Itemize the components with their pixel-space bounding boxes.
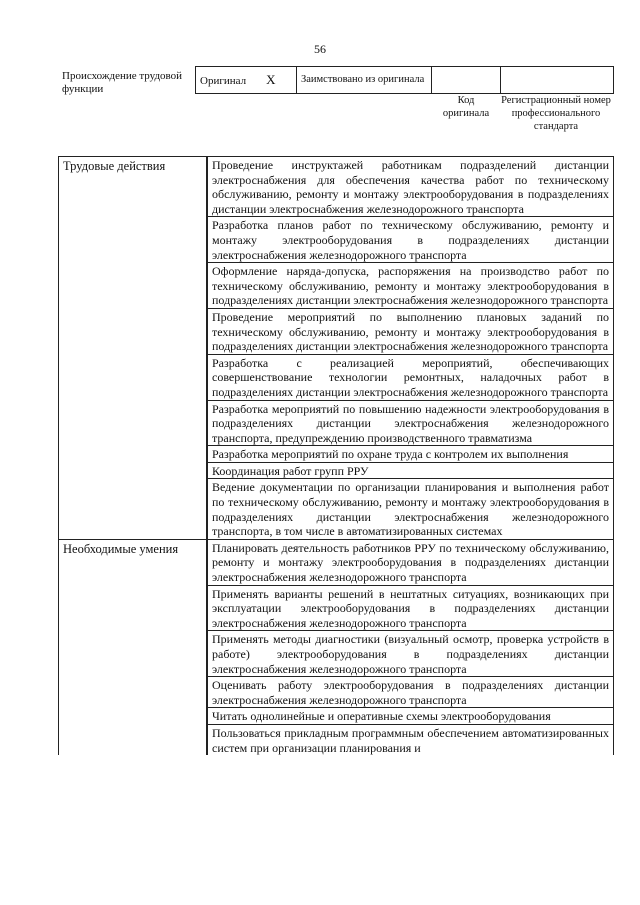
section-items: [207, 539, 614, 755]
list-item: Оценивать работу электрооборудования в подразделениях дистанции электроснабжения железнодорожного транспорта: [207, 677, 613, 708]
list-item: Читать однолинейные и оперативные схемы электрооборудования: [207, 708, 613, 725]
section-items: [207, 157, 614, 540]
list-item: Планировать деятельность работников РРУ по техническому обслуживанию, ремонту и монтажу электрооборудования в подразделениях дистанции электроснабжения железнодорожного транспорта: [207, 540, 613, 586]
list-item: Разработка с реализацией мероприятий, обеспечивающих совершенствование технологии ремонтных, наладочных работ в подразделениях дистанции электроснабжения железнодорожного транспорта: [207, 355, 613, 401]
original-mark: X: [266, 72, 276, 87]
section-row: [59, 539, 614, 755]
reg-number-cell: [501, 67, 614, 94]
list-item: Применять методы диагностики (визуальный осмотр, проверка устройств в работе) электрооборудования в подразделениях дистанции электроснабжения железнодорожного транспорта: [207, 631, 613, 677]
list-item: Разработка планов работ по техническому обслуживанию, ремонту и монтажу электрооборудования в подразделениях дистанции электроснабжения железнодорожного транспорта: [207, 217, 613, 263]
list-item: Применять варианты решений в нештатных ситуациях, возникающих при эксплуатации электрооборудования в подразделениях дистанции электроснабжения железнодорожного транспорта: [207, 586, 613, 632]
origin-table: [195, 66, 614, 94]
code-caption: Код оригинала: [442, 95, 490, 119]
list-item: Разработка мероприятий по охране труда с контролем их выполнения: [207, 446, 613, 463]
functions-table: [58, 156, 614, 755]
list-item: Оформление наряда-допуска, распоряжения на производство работ по техническому обслуживанию, ремонту и монтажу электрооборудования в подразделениях дистанции электроснабжения железнодорожного транспорта: [207, 263, 613, 309]
list-item: Ведение документации по организации планирования и выполнения работ по техническому обслуживанию, ремонту и монтажу электрооборудования в подразделениях дистанции электроснабжения железнодорожного транспорта, в том числе в автоматизированных системах: [207, 479, 613, 538]
list-item: Разработка мероприятий по повышению надежности электрооборудования в подразделениях дистанции электроснабжения железнодорожного транспорта, предупреждению производственного травматизма: [207, 401, 613, 447]
borrowed-label: Заимствовано из оригинала: [297, 67, 432, 94]
section-row: [59, 157, 614, 540]
reg-number-caption: Регистрационный номер профессионального стандарта: [501, 95, 611, 132]
list-item: Проведение инструктажей работникам подразделений дистанции электроснабжения для обеспечения качества работ по техническому обслуживанию, ремонту и монтажу электрооборудования в подразделениях дистанции электроснабжения железнодорожного транспорта: [207, 157, 613, 217]
section-heading: Трудовые действия: [59, 157, 207, 540]
code-cell: [432, 67, 501, 94]
origin-label: Происхождение трудовой функции: [62, 70, 183, 95]
original-cell: [196, 67, 297, 94]
page-number: 56: [314, 42, 326, 56]
original-label: Оригинал: [200, 75, 247, 87]
list-item: Пользоваться прикладным программным обеспечением автоматизированных систем при организации планирования и: [207, 725, 613, 755]
section-heading: Необходимые умения: [59, 539, 207, 755]
list-item: Координация работ групп РРУ: [207, 463, 613, 480]
list-item: Проведение мероприятий по выполнению плановых заданий по техническому обслуживанию, ремонту и монтажу электрооборудования в подразделениях дистанции электроснабжения железнодорожного транспорта: [207, 309, 613, 355]
